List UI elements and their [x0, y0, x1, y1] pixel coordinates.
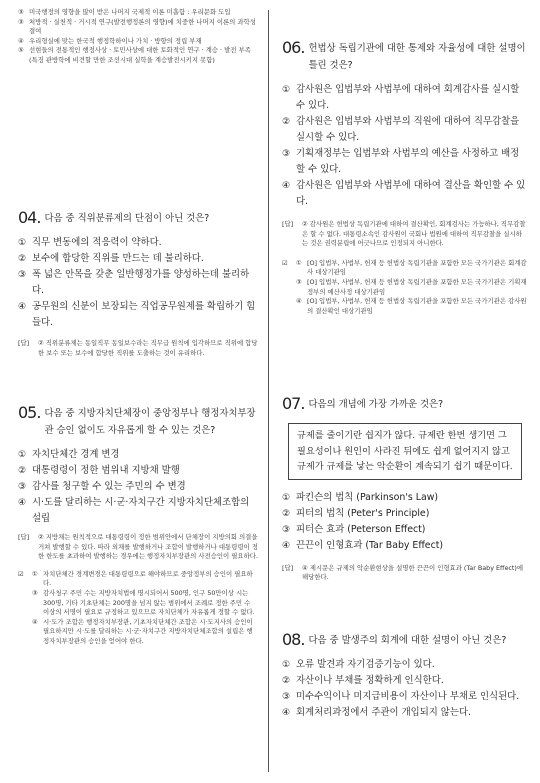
option-1[interactable]: ① 파킨슨의 법칙 (Parkinson's Law) — [282, 491, 439, 503]
option-1[interactable]: ① 직무 변동에의 적응력이 약하다. — [18, 237, 162, 248]
question-7-passage-box: 규제를 줄이기란 쉽지가 않다. 규제란 한번 생기면 그 필요성이나 원인이 사라진 뒤에도 쉽게 없어지지 않고 규제가 규제를 낳는 악순환이 계속되기 쉽기 때문이다. — [288, 423, 522, 480]
note-item: ⑤ 선현들의 전통적인 행정사상 · 토민사상에 대한 토화적인 연구 · 계승 · 발전 부족 (특징 관방학에 비견할 만한 조선시대 실학을 계승발전시키지 못함) — [18, 46, 251, 64]
question-8-text: 다음 중 발생주의 회계에 대한 설명이 아닌 것은? — [308, 635, 507, 646]
option-4[interactable]: ④ 감사원은 입법부와 사법부에 대하여 결산을 확인할 수 있다. — [282, 180, 526, 207]
question-7-header — [282, 396, 528, 413]
option-1[interactable]: ① 오류 발견과 자기검증기능이 있다. — [282, 659, 435, 670]
check-icon: ☑ — [282, 258, 288, 267]
question-4-answer: [답] ② 직위분류제는 동일직무 동일보수라는 직무급 원칙에 입각하므로 직위에 합당한 보수 또는 보수에 합당한 직위를 도출하는 것이 유리하다. — [18, 339, 258, 357]
check-row: ③ 감사청구 주민 수는 지방자치법에 명시되어서 500명, 인구 50만이상 시는 300명, 기타 기초단체는 200명을 넘지 않는 범위에서 조례로 정한 주민 수 이상의 서명이 필요로 규정하고 있으므로 자치단체가 자유롭게 정할 수 없다. — [32, 588, 255, 617]
question-5-header — [18, 405, 258, 439]
question-6-header — [282, 40, 528, 74]
option-2[interactable]: ② 감사원은 입법부와 사법부의 직원에 대하여 직무감찰을 실시할 수 있다. — [282, 116, 520, 143]
option-4[interactable]: ④ 끈끈이 인형효과 (Tar Baby Effect) — [282, 539, 444, 551]
question-6-text: 헌법상 독립기관에 대한 통제와 자율성에 대한 설명이 틀린 것은? — [308, 43, 526, 71]
option-3[interactable]: ③ 피터슨 효과 (Peterson Effect) — [282, 523, 426, 535]
check-row: ④ 시·도가 조합은 행정자치부장관, 기초자치단체간 조합은 시·도지사의 승인이 필요하지만 시·도를 달리하는 시·군·자치구간 지방자치단체조합의 설립은 행정자치부장관의 승인을 얻어야 한다. — [32, 617, 253, 645]
option-3[interactable]: ③ 기획재정부는 입법부와 사법부의 예산을 사정하고 배정할 수 있다. — [282, 148, 520, 175]
check-icon: ☑ — [18, 569, 24, 578]
check-row: ☑ ① [O] 입법부, 사법부, 헌재 등 헌법상 독립기관을 포함한 모든 국가기관은 회계감사 대상기관임 — [282, 258, 527, 277]
question-7-number: 07. — [282, 394, 305, 413]
question-4-header — [18, 210, 258, 227]
question-8-number: 08. — [282, 630, 305, 649]
check-row: ③ [O] 입법부, 사법부, 헌재 등 헌법상 독립기관을 포함한 모든 국가기관은 기획재정부의 예산사정 대상기관임 — [296, 277, 527, 296]
question-6 — [282, 40, 528, 316]
question-6-answer: [답] ② 감사원은 헌법상 독립기관에 대하여 결산확인, 회계검사는 가능하나, 직무감찰은 할 수 없다. 대통령소속인 감사원이 국회나 법원에 대하여 직무감찰을 실시하는 것은 권력분립에 어긋나므로 인정되지 아니한다. — [282, 220, 526, 248]
question-7-answer: [답] ④ 제시문은 규제의 악순환현상을 설명한 끈끈이 인형효과 (Tar Baby Effect)에 해당한다. — [282, 563, 524, 582]
option-2[interactable]: ② 자산이나 부채를 정확하게 인식한다. — [282, 675, 444, 686]
question-4 — [18, 210, 258, 358]
question-6-checks — [282, 259, 528, 317]
question-7-text: 다음의 개념에 가장 가까운 것은? — [308, 399, 444, 410]
option-4[interactable]: ④ 시·도를 달리하는 시·군·자치구간 지방자치단체조합의 설립 — [18, 497, 250, 524]
option-1[interactable]: ① 자치단체간 경계 변경 — [18, 449, 120, 460]
note-item: ④ 우리형실에 맞는 한국적 행정학하이나 가치 · 방향의 정립 부재 — [18, 36, 202, 45]
option-1[interactable]: ① 감사원은 입법부와 사법부에 대하여 회계감사를 실시할 수 있다. — [282, 84, 520, 111]
question-5-options — [18, 447, 258, 527]
note-item: ③ 처방적 · 실천적 · 거시적 연구(발전행정론의 영향)에 치중한 나머지 이론의 과학성 결여 — [18, 17, 256, 36]
question-6-number: 06. — [282, 38, 305, 57]
check-row: ☑ ① 자치단체간 경계변경은 대통령령으로 해야하므로 중앙정부의 승인이 필요하다. — [18, 569, 253, 588]
option-3[interactable]: ③ 미수수익이나 미지급비용이 자산이나 부채로 인식된다. — [282, 691, 520, 702]
option-2[interactable]: ② 보수에 합당한 직위를 만드는 데 불리하다. — [18, 253, 204, 264]
question-4-text: 다음 중 직위분류제의 단점이 아닌 것은? — [44, 213, 210, 224]
question-4-options — [18, 235, 258, 331]
question-8 — [282, 632, 528, 721]
option-3[interactable]: ③ 감사를 청구할 수 있는 주민의 수 변경 — [18, 481, 186, 492]
check-row: ④ [O] 입법부, 사법부, 헌재 등 헌법상 독립기관을 포함한 모든 국가기관은 감사원의 결산확인 대상기관임 — [296, 297, 527, 315]
question-7-options — [282, 490, 528, 554]
column-divider — [268, 10, 269, 772]
question-6-options — [282, 82, 528, 210]
question-8-options — [282, 657, 528, 721]
top-notes — [18, 8, 256, 66]
option-4[interactable]: ④ 공무원의 신분이 보장되는 직업공무원제를 확립하기 힘들다. — [18, 301, 256, 328]
question-5-checks — [18, 570, 258, 647]
option-4[interactable]: ④ 회계처리과정에서 주관이 개입되지 않는다. — [282, 707, 471, 718]
option-3[interactable]: ③ 폭 넓은 안목을 갖춘 일반행정가를 양성하는데 불리하다. — [18, 269, 250, 296]
option-2[interactable]: ② 대통령령이 정한 범위내 지방채 발행 — [18, 465, 180, 476]
question-5-answer: [답] ② 지방채는 원칙적으로 대통령령이 정한 범위안에서 단체장이 지방의회 의결을 거쳐 발행할 수 있다. 따라 외채를 발행하거나 조합이 발행하거나 대통령령이 정한 한도를 초과하여 발행하는 경우에는 행정자치부장관의 사전승인이 필요하다. — [18, 533, 258, 561]
question-5-number: 05. — [18, 403, 41, 422]
question-8-header — [282, 632, 528, 649]
question-4-number: 04. — [18, 208, 41, 227]
question-5-text: 다음 중 지방자치단체장이 중앙정부나 행정자치부장관 승인 없이도 자유롭게 할 수 있는 것은? — [44, 408, 256, 436]
question-7 — [282, 396, 528, 583]
note-item: ③ 미국행정의 영향을 많이 받은 나머지 국제적 이론 미흡함 : 우리문화 도입 — [18, 8, 231, 16]
option-2[interactable]: ② 피터의 법칙 (Peter's Principle) — [282, 507, 430, 519]
question-5 — [18, 405, 258, 647]
